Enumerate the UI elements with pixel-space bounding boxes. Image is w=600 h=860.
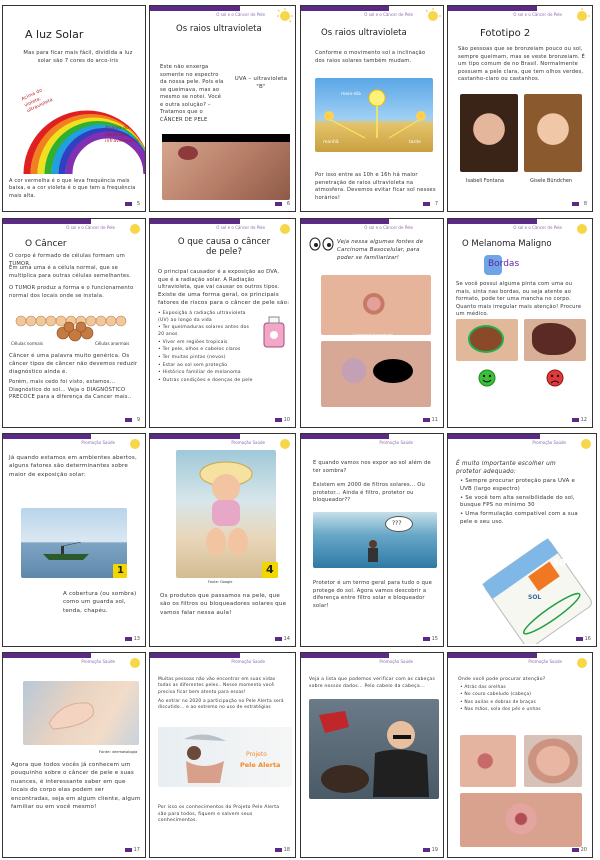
slide-onde-procurar[interactable] [447, 652, 593, 858]
page-number: 9 [136, 417, 140, 423]
slide-body: Este não enxerga somente no espectro da nossa pele. Pois ela se queimava, mas ao mesmo se notei. Você e outra solução? – Tratamos que o CÂNCER DE PELE [160, 64, 224, 123]
sun-icon [566, 8, 590, 32]
page-number: 17 [133, 847, 140, 853]
list-item: • Se você tem alta sensibilidade do sol, busque FPS no mínimo 30 [460, 495, 588, 511]
slide-title: Fototipo 2 [480, 28, 531, 39]
baby-illustration [190, 456, 262, 566]
slide-carcinoma-basocelular[interactable] [300, 218, 444, 428]
number-badge-text: 1 [117, 565, 124, 576]
slide-header: O sol e o Câncer de Pele [513, 225, 562, 230]
slide-body-2: Em uma uma é a célula normal, que se multiplica para outras células semelhantes. [9, 265, 131, 279]
slide-title: A luz Solar [25, 28, 84, 41]
logo-projeto: Projeto [246, 751, 267, 758]
slide-title: O Câncer [25, 239, 67, 249]
cells-diagram [13, 311, 137, 345]
slide-produtos-pele[interactable] [149, 433, 296, 647]
number-badge-text: 4 [266, 563, 274, 576]
photo-source: Fonte: Google [208, 580, 233, 584]
slide-title: Os raios ultravioleta [321, 28, 407, 38]
slide-fototipo-2[interactable] [447, 5, 593, 212]
slide-luz-solar[interactable] [2, 5, 146, 212]
boat-icon [41, 542, 91, 562]
label-tarde: tarde [409, 140, 421, 145]
slide-footnote: Agora que todos vocês já conhecem um pouquinho sobre o câncer de pele e suas nuances, é interessante saber em que locais do corpo elas podem ser encontradas, seja em algum cliente, algum familiar ou em você mesmo! [11, 762, 141, 810]
slide-body-5: Porém, mais cedo foi visto, estamos... Diagnóstico do sol... Veja o DIAGNÓSTICO PRECOCE para a diferença da Cancer mais.. [9, 379, 132, 401]
sad-face-icon [546, 369, 564, 387]
slide-header: Promoção Saúde [231, 659, 265, 664]
slide-header: Promoção Saúde [528, 659, 562, 664]
slide-body: Muitas pessoas não vão encontrar em suas vidas todas as diferentes peles.. Nesse momento você precisa ficar bem atento para essas! [158, 677, 276, 695]
uva-label: UVA – ultravioleta "B" [234, 76, 288, 90]
malignant-mole [532, 323, 576, 355]
list-item: • No couro cabeludo (cabeça) [460, 692, 570, 698]
happy-face-icon [478, 369, 496, 387]
slide-sombra-filtro[interactable] [300, 433, 444, 647]
page-number: 7 [434, 201, 438, 207]
slide-agora-que-todos[interactable] [2, 652, 146, 858]
caption-isabeli: Isabeli Fontana [466, 178, 504, 184]
slide-footnote: A cobertura (ou sombra) como um guarda sol, tenda, chapéu. [63, 591, 137, 614]
page-number: 10 [283, 417, 290, 423]
lesion-caption: Carcinoma basocelular [353, 333, 394, 337]
slide-header: O sol e o Câncer de Pele [513, 12, 562, 17]
slide-header: Promoção Saúde [379, 440, 413, 445]
slide-title: Já quando estamos em ambientes abertos, alguns fatores são determinantes sobre maior de exposição solar: [9, 455, 138, 478]
slide-footnote: Os produtos que passamos na pele, que são os filtros ou bloqueadores solares que vamos falar nessa aula! [160, 593, 287, 616]
lesion-photo-1 [321, 275, 431, 335]
slide-body: São pessoas que se bronzeiam pouco ou sol, sempre queimam, mas se veste bronzeiam. É um tipo comum de no Brasil. Normalmente possuem a pele clara, que tem olhos verdes, castanho-claro ou castanhos. [458, 46, 585, 83]
list-item: • Viver em regiões tropicais [158, 340, 254, 347]
sunscreen-bottle-icon [260, 315, 288, 349]
list-item: • Uma formulação compatível com a sua pele e seu uso. [460, 511, 588, 527]
benign-mole [468, 325, 504, 353]
list-item: • Ter queimaduras solares antes dos 20 anos [158, 325, 254, 338]
slide-raios-ultravioleta-1[interactable] [149, 5, 296, 212]
logo-pele-alerta: Pele Alerta [240, 761, 281, 769]
list-item: • Atrás das orelhas [460, 685, 570, 691]
skin-lesion-photo [162, 134, 290, 200]
hairdresser-illustration [315, 705, 435, 797]
slide-header: O sol e o Câncer de Pele [364, 12, 413, 17]
slide-subtitle: Bordas [488, 259, 520, 269]
page-number: 20 [580, 847, 587, 853]
list-item: • Exposição à radiação ultravioleta (UV) ao longo da vida [158, 311, 254, 324]
list-item: • Ter muitas pintas (nevos) [158, 355, 254, 362]
page-number: 14 [283, 636, 290, 642]
sun-icon [417, 8, 441, 32]
list-item: • Nas axilas e dobras de braços [460, 700, 570, 706]
slide-footnote: Protetor é um termo geral para tudo o que protege do sol. Agora vamos descobrir a diferença entre filtro solar e bloqueador solar! [313, 580, 432, 609]
swimmer-illustration [363, 538, 383, 568]
sun-icon [566, 655, 590, 679]
slide-body: Onde você pode procurar atenção? [458, 677, 546, 682]
caption-gisele: Gisele Bündchen [530, 178, 573, 184]
label-infravermelho: Abaixo do vermelho: infravermelho [105, 126, 140, 145]
page-number: 15 [431, 636, 438, 642]
slide-body: Veja a lista que podemos verificar com as cabeças sobre nossos dados... Pelo cabelo da cabeça... [309, 677, 436, 689]
page-number: 6 [286, 201, 290, 207]
slide-body: O principal causador é a exposição ao DVA, que é a radiação solar. A Radiação ultravioleta, que vai causar os outros tipos. [158, 269, 280, 291]
slide-cabeleireiro[interactable] [300, 652, 444, 858]
brand-label: SOL [528, 594, 542, 601]
locations-list [460, 685, 570, 715]
slide-title: Veja nessa algumas fontes de Carcinoma Basocelular, para poder se familiarizar! [337, 239, 424, 261]
ear-photo [524, 735, 582, 787]
spf-value: 30 [552, 558, 566, 569]
slide-title: O que causa o câncer de pele? [177, 237, 271, 257]
photo-source: Fonte: dermatologia [99, 749, 138, 754]
risk-factor-list [158, 311, 254, 386]
sun-icon [269, 8, 293, 32]
slide-body: É muito importante escolher um protetor adequado: [456, 461, 556, 476]
slide-header: O sol e o Câncer de Pele [216, 225, 265, 230]
list-item: • Outras condições e doenças de pele [158, 378, 254, 385]
privacy-bar [162, 134, 290, 142]
slide-body: Conforme o movimento sol a inclinação dos raios solares também mudam. [315, 50, 426, 64]
slide-body-1: O corpo é formado de células formam um TUMOR. [9, 253, 126, 267]
thought-bubble-text: ??? [392, 520, 402, 527]
slide-title: Os raios ultravioleta [176, 24, 262, 34]
slide-raios-ultravioleta-2[interactable] [300, 5, 444, 212]
portrait-isabeli [460, 94, 518, 172]
slide-body-3: O TUMOR produz a forma e o funcionamento normal dos locais onde se instala. [9, 285, 134, 299]
slide-subtitle: Existe de uma forma geral, os principais fatores de riscos para o câncer de pele são: [158, 292, 290, 307]
slide-melanoma-maligno[interactable] [447, 218, 593, 428]
slide-header: O sol e o Câncer de Pele [216, 12, 265, 17]
sun-icon [570, 436, 594, 460]
slide-footnote: Por isso entre as 10h e 16h há maior penetração de raios ultravioleta na atmosfera. Devemos evitar ficar sol nesses horários! [315, 172, 436, 201]
slide-body: E quando vamos nos expor ao sol além de ter sombra? [313, 460, 431, 474]
slide-o-que-causa[interactable] [149, 218, 296, 428]
page-number: 11 [431, 417, 438, 423]
page-number: 18 [283, 847, 290, 853]
slide-o-cancer[interactable] [2, 218, 146, 428]
label-celulas-normais: Células normais [11, 341, 43, 346]
slide-header: O sol e o Câncer de Pele [364, 225, 413, 230]
sun-icon [566, 221, 590, 245]
page-number: 12 [580, 417, 587, 423]
page-number: 16 [584, 636, 591, 642]
slide-header: Promoção Saúde [81, 440, 115, 445]
list-item: • Sempre procurar proteção para UVA e UVB (largo espectro) [460, 478, 588, 494]
slide-header: Promoção Saúde [379, 659, 413, 664]
page-number: 8 [583, 201, 587, 207]
list-item: • Histórico familiar de melanoma [158, 370, 254, 377]
page-number: 19 [431, 847, 438, 853]
sun-icon [119, 221, 143, 245]
label-meio-dia: meio-dia [341, 92, 361, 97]
slide-header: Promoção Saúde [81, 659, 115, 664]
privacy-eye-cover [373, 359, 413, 383]
slide-body: Se você possui alguma pinta com uma ou mais, sinta nas bordas, ou seja atente ao formato, pode ter uma mancha no corpo. Quanto mais irregular mais atenção! Procure um médico. [456, 281, 582, 318]
label-celulas-anormais: Células anormais [95, 341, 130, 346]
page-number: 13 [133, 636, 140, 642]
slide-header: Promoção Saúde [231, 440, 265, 445]
slide-body-2: Ao entrar no 2020 a participação no Pele Alerta será discutido... e ao extremo no uso de estratégias [158, 699, 284, 711]
list-item: • Ter pele, olhos e cabelos claros [158, 347, 254, 354]
page-number: 5 [136, 201, 140, 207]
protector-tips-list [460, 478, 588, 528]
label-manha: manhã [323, 140, 339, 145]
lesion-photo-skin [460, 793, 582, 847]
label-ultravioleta: Acima do violeta: ultravioleta [20, 88, 54, 115]
list-item: • Nas mãos, sola dos pés e unhas [460, 707, 570, 713]
woman-umbrella-illustration [164, 731, 234, 785]
slide-body-2: Existem em 2000 de filtros solares... Ou protetor... Ainda é filtro, protetor ou bloqueador?? [313, 482, 425, 504]
slide-protetor-adequado[interactable] [447, 433, 597, 647]
sunscreen-tube-image [478, 534, 596, 644]
sun-icon [119, 655, 143, 679]
slide-body: Mas para ficar mais fácil, dividida a luz solar são 7 cores do arco-íris [23, 50, 133, 64]
slide-header: Promoção Saúde [532, 440, 566, 445]
slide-title: O Melanoma Maligno [462, 239, 552, 249]
slide-footnote: A cor vermelha é o que leva frequência mais baixa, e a cor violeta é o que tem a frequência mais alta. [9, 178, 136, 199]
eyes-icon [309, 237, 335, 251]
slide-body-4: Câncer é uma palavra muito genérica. Os câncer tipos de câncer não devemos reduzir diagnóstico ainda é. [9, 353, 138, 375]
slide-projeto-pele-alerta[interactable] [149, 652, 296, 858]
list-item: • Estar ao sol sem proteção [158, 363, 254, 370]
slide-footnote: Por isso os conhecimentos do Projeto Pele Alerta são para todos, fiquem e salvem seus conhecimentos. [158, 805, 280, 824]
hand-illustration [43, 693, 103, 733]
lesion-spot [178, 146, 198, 160]
slide-header: O sol e o Câncer de Pele [66, 225, 115, 230]
portrait-gisele [524, 94, 582, 172]
slide-ambientes-abertos[interactable] [2, 433, 146, 647]
lesion-photo-ear [460, 735, 516, 787]
